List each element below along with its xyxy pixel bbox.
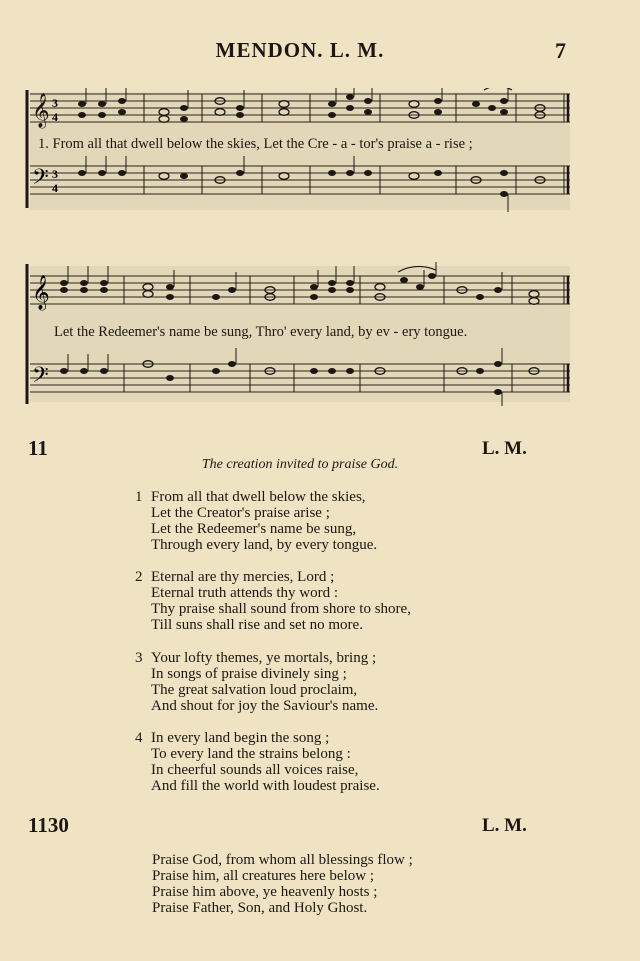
stanza-line: From all that dwell below the skies, (151, 489, 366, 505)
stanza-number: 3 (135, 650, 143, 666)
music-system-1 (24, 88, 576, 218)
music-notation-1 (24, 88, 576, 218)
hymn-meter-11: L. M. (482, 438, 527, 459)
stanza-number: 2 (135, 569, 143, 585)
hymn-number-11: 11 (28, 436, 48, 460)
stanza-line: In every land begin the song ; (151, 730, 330, 746)
doxology-line: Praise him above, ye heavenly hosts ; (152, 884, 378, 900)
doxology-line: Praise God, from whom all blessings flow ; (152, 852, 413, 868)
svg-text:3: 3 (52, 96, 58, 110)
doxology-line: Praise Father, Son, and Holy Ghost. (152, 900, 368, 916)
stanza-line: The great salvation loud proclaim, (151, 682, 358, 698)
stanza-line: Let the Creator's praise arise ; (151, 505, 330, 521)
hymn-subtitle: The creation invited to praise God. (201, 457, 399, 472)
lyric-line-1: 1. From all that dwell below the skies, Let the Cre - a - tor's praise a - rise ; (38, 136, 473, 152)
hymn-meter-1130: L. M. (482, 815, 527, 836)
doxology (152, 852, 413, 916)
stanza-line: Eternal truth attends thy word : (151, 585, 339, 601)
stanza-line: Till suns shall rise and set no more. (151, 617, 363, 633)
stanza-line: To every land the strains belong : (151, 746, 351, 762)
page-number: 7 (555, 38, 566, 63)
tune-title: MENDON. L. M. (215, 38, 385, 62)
doxology-line: Praise him, all creatures here below ; (152, 868, 374, 884)
svg-text:4: 4 (52, 110, 58, 124)
stanza-number: 1 (135, 489, 143, 505)
stanza-line: Let the Redeemer's name be sung, (151, 521, 357, 537)
stanza-line: Eternal are thy mercies, Lord ; (151, 569, 335, 585)
stanza-line: In songs of praise divinely sing ; (151, 666, 347, 682)
stanza-1 (135, 489, 377, 553)
stanza-line: And shout for joy the Saviour's name. (151, 698, 379, 714)
stanza-3 (135, 650, 378, 714)
stanza-2 (135, 569, 411, 633)
stanza-line: Thy praise shall sound from shore to shore, (151, 601, 411, 617)
hymn-number-1130: 1130 (28, 813, 69, 837)
music-system-2 (24, 260, 576, 408)
stanza-line: Through every land, by every tongue. (151, 537, 378, 553)
stanza-line: In cheerful sounds all voices raise, (151, 762, 359, 778)
stanza-4 (135, 730, 380, 794)
svg-text:3: 3 (52, 167, 58, 181)
svg-text:4: 4 (52, 181, 58, 195)
stanza-line: And fill the world with loudest praise. (151, 778, 380, 794)
svg-text:𝄞: 𝄞 (32, 275, 50, 310)
svg-text:𝄢: 𝄢 (32, 165, 49, 195)
svg-text:𝄞: 𝄞 (32, 93, 50, 128)
svg-text:𝄢: 𝄢 (32, 363, 49, 393)
stanza-line: Your lofty themes, ye mortals, bring ; (151, 650, 377, 666)
stanza-number: 4 (135, 730, 143, 746)
lyric-line-2: Let the Redeemer's name be sung, Thro' every land, by ev - ery tongue. (54, 324, 468, 340)
